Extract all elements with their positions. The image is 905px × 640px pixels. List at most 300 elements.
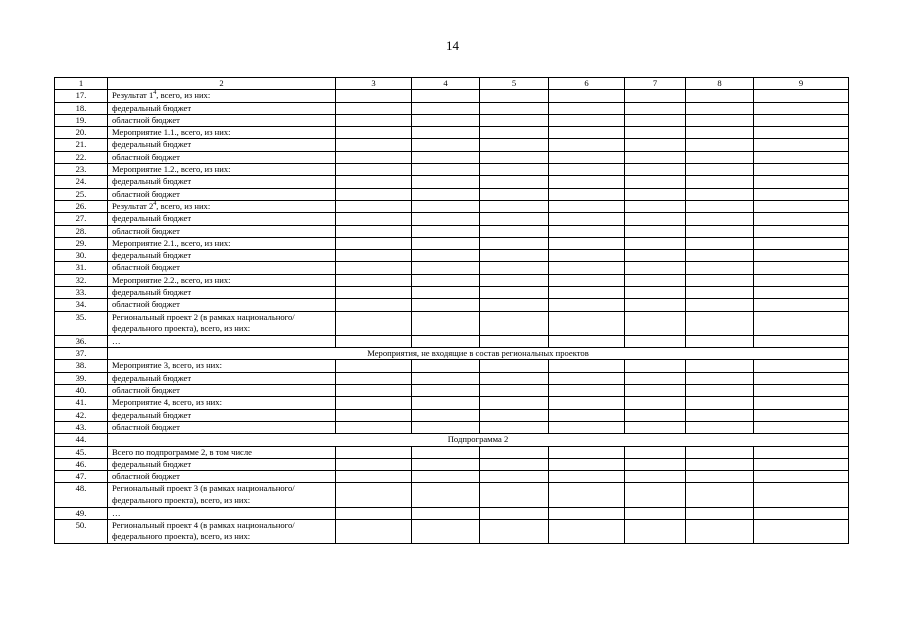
empty-cell xyxy=(625,471,686,483)
empty-cell xyxy=(754,213,849,225)
table-row xyxy=(55,164,849,176)
empty-cell xyxy=(625,176,686,188)
empty-cell xyxy=(549,262,625,274)
empty-cell xyxy=(336,213,412,225)
row-number: 26. xyxy=(55,200,108,212)
table-row xyxy=(55,299,849,311)
empty-cell xyxy=(549,311,625,335)
empty-cell xyxy=(686,335,754,347)
empty-cell xyxy=(336,237,412,249)
empty-cell xyxy=(754,397,849,409)
empty-cell xyxy=(754,311,849,335)
empty-cell xyxy=(336,200,412,212)
empty-cell xyxy=(412,114,480,126)
row-number: 23. xyxy=(55,164,108,176)
empty-cell xyxy=(412,139,480,151)
empty-cell xyxy=(625,188,686,200)
empty-cell xyxy=(549,164,625,176)
row-label: федеральный бюджет xyxy=(108,372,336,384)
table-row xyxy=(55,348,849,360)
empty-cell xyxy=(412,287,480,299)
footnote-marker: 4 xyxy=(153,201,157,208)
table-row xyxy=(55,483,849,507)
table-body xyxy=(55,78,849,544)
row-label: Мероприятие 4, всего, из них: xyxy=(108,397,336,409)
empty-cell xyxy=(754,507,849,519)
empty-cell xyxy=(686,287,754,299)
empty-cell xyxy=(480,421,549,433)
row-number: 48. xyxy=(55,483,108,507)
empty-cell xyxy=(625,385,686,397)
empty-cell xyxy=(686,471,754,483)
section-heading: Мероприятия, не входящие в состав региональных проектов xyxy=(108,348,849,360)
empty-cell xyxy=(480,176,549,188)
table-row xyxy=(55,90,849,102)
table-row xyxy=(55,311,849,335)
table-row xyxy=(55,250,849,262)
empty-cell xyxy=(549,127,625,139)
empty-cell xyxy=(412,409,480,421)
empty-cell xyxy=(412,507,480,519)
empty-cell xyxy=(412,483,480,507)
empty-cell xyxy=(686,360,754,372)
row-label: федеральный бюджет xyxy=(108,213,336,225)
empty-cell xyxy=(549,397,625,409)
row-number: 20. xyxy=(55,127,108,139)
empty-cell xyxy=(412,372,480,384)
empty-cell xyxy=(686,237,754,249)
empty-cell xyxy=(336,151,412,163)
empty-cell xyxy=(549,471,625,483)
row-number: 39. xyxy=(55,372,108,384)
empty-cell xyxy=(754,151,849,163)
empty-cell xyxy=(686,274,754,286)
table-row xyxy=(55,200,849,212)
empty-cell xyxy=(625,151,686,163)
empty-cell xyxy=(625,164,686,176)
empty-cell xyxy=(625,446,686,458)
empty-cell xyxy=(412,225,480,237)
empty-cell xyxy=(480,519,549,543)
empty-cell xyxy=(686,90,754,102)
empty-cell xyxy=(625,483,686,507)
empty-cell xyxy=(549,225,625,237)
empty-cell xyxy=(412,385,480,397)
row-number: 40. xyxy=(55,385,108,397)
row-number: 27. xyxy=(55,213,108,225)
empty-cell xyxy=(549,483,625,507)
row-label: федеральный бюджет xyxy=(108,250,336,262)
empty-cell xyxy=(549,176,625,188)
row-label xyxy=(108,200,336,212)
empty-cell xyxy=(686,409,754,421)
table-row xyxy=(55,114,849,126)
row-label: Региональный проект 3 (в рамках национального/федерального проекта), всего, из них: xyxy=(108,483,336,507)
empty-cell xyxy=(412,176,480,188)
empty-cell xyxy=(480,188,549,200)
row-number: 24. xyxy=(55,176,108,188)
row-label-text: Результат 2 xyxy=(112,200,154,211)
empty-cell xyxy=(336,335,412,347)
table-row xyxy=(55,385,849,397)
row-label: областной бюджет xyxy=(108,299,336,311)
empty-cell xyxy=(686,385,754,397)
table-row xyxy=(55,421,849,433)
empty-cell xyxy=(549,446,625,458)
empty-cell xyxy=(754,483,849,507)
empty-cell xyxy=(549,372,625,384)
empty-cell xyxy=(549,250,625,262)
row-label: областной бюджет xyxy=(108,471,336,483)
empty-cell xyxy=(480,90,549,102)
empty-cell xyxy=(625,421,686,433)
row-label: Мероприятие 2.2., всего, из них: xyxy=(108,274,336,286)
empty-cell xyxy=(412,90,480,102)
empty-cell xyxy=(412,335,480,347)
row-label: областной бюджет xyxy=(108,421,336,433)
empty-cell xyxy=(686,102,754,114)
empty-cell xyxy=(336,446,412,458)
row-label: областной бюджет xyxy=(108,225,336,237)
empty-cell xyxy=(754,471,849,483)
row-label: Мероприятие 1.1., всего, из них: xyxy=(108,127,336,139)
empty-cell xyxy=(412,458,480,470)
empty-cell xyxy=(336,225,412,237)
row-label: федеральный бюджет xyxy=(108,287,336,299)
empty-cell xyxy=(480,225,549,237)
row-number: 43. xyxy=(55,421,108,433)
page-number: 14 xyxy=(446,38,459,53)
empty-cell xyxy=(549,237,625,249)
empty-cell xyxy=(754,139,849,151)
empty-cell xyxy=(625,397,686,409)
empty-cell xyxy=(480,287,549,299)
empty-cell xyxy=(754,360,849,372)
table-row xyxy=(55,102,849,114)
empty-cell xyxy=(480,409,549,421)
empty-cell xyxy=(480,311,549,335)
empty-cell xyxy=(686,372,754,384)
empty-cell xyxy=(336,176,412,188)
empty-cell xyxy=(686,114,754,126)
empty-cell xyxy=(412,299,480,311)
empty-cell xyxy=(412,397,480,409)
table-row xyxy=(55,458,849,470)
empty-cell xyxy=(336,409,412,421)
row-number: 46. xyxy=(55,458,108,470)
row-label: Мероприятие 1.2., всего, из них: xyxy=(108,164,336,176)
empty-cell xyxy=(686,458,754,470)
empty-cell xyxy=(686,139,754,151)
empty-cell xyxy=(336,311,412,335)
empty-cell xyxy=(480,213,549,225)
row-label: Региональный проект 4 (в рамках национального/федерального проекта), всего, из них: xyxy=(108,519,336,543)
empty-cell xyxy=(686,483,754,507)
empty-cell xyxy=(336,372,412,384)
empty-cell xyxy=(754,458,849,470)
row-number: 44. xyxy=(55,434,108,446)
row-number: 28. xyxy=(55,225,108,237)
empty-cell xyxy=(412,250,480,262)
empty-cell xyxy=(336,102,412,114)
empty-cell xyxy=(625,127,686,139)
empty-cell xyxy=(480,372,549,384)
empty-cell xyxy=(336,471,412,483)
empty-cell xyxy=(480,385,549,397)
row-label: Мероприятие 3, всего, из них: xyxy=(108,360,336,372)
empty-cell xyxy=(686,311,754,335)
row-number: 49. xyxy=(55,507,108,519)
row-number: 34. xyxy=(55,299,108,311)
empty-cell xyxy=(336,90,412,102)
empty-cell xyxy=(625,372,686,384)
row-label: Всего по подпрограмме 2, в том числе xyxy=(108,446,336,458)
empty-cell xyxy=(336,114,412,126)
empty-cell xyxy=(336,139,412,151)
empty-cell xyxy=(336,360,412,372)
empty-cell xyxy=(754,90,849,102)
empty-cell xyxy=(754,274,849,286)
empty-cell xyxy=(412,188,480,200)
table-header-row xyxy=(55,78,849,90)
empty-cell xyxy=(480,139,549,151)
empty-cell xyxy=(625,200,686,212)
table-row xyxy=(55,335,849,347)
table-row xyxy=(55,262,849,274)
row-label-text: Результат 1 xyxy=(112,90,154,101)
empty-cell xyxy=(686,446,754,458)
row-number: 33. xyxy=(55,287,108,299)
empty-cell xyxy=(686,164,754,176)
empty-cell xyxy=(480,151,549,163)
empty-cell xyxy=(336,287,412,299)
row-label-suffix: , всего, из них: xyxy=(156,200,211,211)
empty-cell xyxy=(625,299,686,311)
empty-cell xyxy=(754,164,849,176)
empty-cell xyxy=(754,176,849,188)
empty-cell xyxy=(686,213,754,225)
row-label: областной бюджет xyxy=(108,151,336,163)
table-row xyxy=(55,176,849,188)
table-row xyxy=(55,372,849,384)
empty-cell xyxy=(754,114,849,126)
empty-cell xyxy=(480,102,549,114)
column-header: 5 xyxy=(480,78,549,90)
empty-cell xyxy=(686,397,754,409)
empty-cell xyxy=(549,360,625,372)
empty-cell xyxy=(549,151,625,163)
empty-cell xyxy=(625,519,686,543)
empty-cell xyxy=(686,299,754,311)
row-number: 32. xyxy=(55,274,108,286)
column-header: 7 xyxy=(625,78,686,90)
empty-cell xyxy=(549,139,625,151)
empty-cell xyxy=(549,421,625,433)
empty-cell xyxy=(625,262,686,274)
empty-cell xyxy=(336,397,412,409)
empty-cell xyxy=(412,262,480,274)
empty-cell xyxy=(625,409,686,421)
column-header: 3 xyxy=(336,78,412,90)
table-row xyxy=(55,188,849,200)
empty-cell xyxy=(754,299,849,311)
empty-cell xyxy=(686,507,754,519)
empty-cell xyxy=(480,360,549,372)
empty-cell xyxy=(686,262,754,274)
empty-cell xyxy=(412,127,480,139)
row-label: … xyxy=(108,507,336,519)
empty-cell xyxy=(336,274,412,286)
table-row xyxy=(55,397,849,409)
empty-cell xyxy=(754,421,849,433)
empty-cell xyxy=(336,164,412,176)
table-row xyxy=(55,274,849,286)
empty-cell xyxy=(480,164,549,176)
empty-cell xyxy=(412,311,480,335)
empty-cell xyxy=(549,274,625,286)
column-header: 6 xyxy=(549,78,625,90)
table-row xyxy=(55,519,849,543)
row-number: 42. xyxy=(55,409,108,421)
table-row xyxy=(55,434,849,446)
table-row xyxy=(55,409,849,421)
empty-cell xyxy=(412,151,480,163)
empty-cell xyxy=(549,335,625,347)
row-number: 21. xyxy=(55,139,108,151)
row-label: областной бюджет xyxy=(108,385,336,397)
empty-cell xyxy=(754,409,849,421)
row-number: 38. xyxy=(55,360,108,372)
table-row xyxy=(55,446,849,458)
row-label: областной бюджет xyxy=(108,188,336,200)
empty-cell xyxy=(625,213,686,225)
empty-cell xyxy=(549,385,625,397)
empty-cell xyxy=(549,90,625,102)
empty-cell xyxy=(754,225,849,237)
row-label: федеральный бюджет xyxy=(108,409,336,421)
empty-cell xyxy=(549,213,625,225)
empty-cell xyxy=(686,519,754,543)
empty-cell xyxy=(754,188,849,200)
row-number: 19. xyxy=(55,114,108,126)
row-label: федеральный бюджет xyxy=(108,176,336,188)
section-heading: Подпрограмма 2 xyxy=(108,434,849,446)
empty-cell xyxy=(625,102,686,114)
row-number: 30. xyxy=(55,250,108,262)
empty-cell xyxy=(480,335,549,347)
row-number: 37. xyxy=(55,348,108,360)
column-header: 8 xyxy=(686,78,754,90)
column-header: 9 xyxy=(754,78,849,90)
empty-cell xyxy=(412,102,480,114)
empty-cell xyxy=(336,250,412,262)
column-header: 4 xyxy=(412,78,480,90)
empty-cell xyxy=(625,311,686,335)
row-number: 18. xyxy=(55,102,108,114)
empty-cell xyxy=(336,519,412,543)
empty-cell xyxy=(754,262,849,274)
empty-cell xyxy=(549,458,625,470)
empty-cell xyxy=(480,127,549,139)
empty-cell xyxy=(625,225,686,237)
empty-cell xyxy=(549,188,625,200)
empty-cell xyxy=(412,446,480,458)
row-number: 41. xyxy=(55,397,108,409)
table-row xyxy=(55,213,849,225)
empty-cell xyxy=(412,421,480,433)
table-row xyxy=(55,127,849,139)
row-label: … xyxy=(108,335,336,347)
empty-cell xyxy=(625,90,686,102)
table-row xyxy=(55,360,849,372)
empty-cell xyxy=(686,176,754,188)
empty-cell xyxy=(336,507,412,519)
empty-cell xyxy=(549,507,625,519)
empty-cell xyxy=(625,335,686,347)
empty-cell xyxy=(480,458,549,470)
empty-cell xyxy=(754,372,849,384)
empty-cell xyxy=(625,360,686,372)
empty-cell xyxy=(480,274,549,286)
row-number: 36. xyxy=(55,335,108,347)
empty-cell xyxy=(549,299,625,311)
row-label: областной бюджет xyxy=(108,262,336,274)
row-label: областной бюджет xyxy=(108,114,336,126)
empty-cell xyxy=(412,200,480,212)
empty-cell xyxy=(754,250,849,262)
empty-cell xyxy=(549,114,625,126)
empty-cell xyxy=(754,102,849,114)
row-label: Региональный проект 2 (в рамках национального/федерального проекта), всего, из них: xyxy=(108,311,336,335)
empty-cell xyxy=(625,287,686,299)
empty-cell xyxy=(549,409,625,421)
empty-cell xyxy=(412,237,480,249)
table-row xyxy=(55,237,849,249)
empty-cell xyxy=(625,114,686,126)
empty-cell xyxy=(480,397,549,409)
empty-cell xyxy=(480,471,549,483)
row-number: 45. xyxy=(55,446,108,458)
empty-cell xyxy=(625,237,686,249)
row-number: 22. xyxy=(55,151,108,163)
empty-cell xyxy=(549,519,625,543)
empty-cell xyxy=(480,446,549,458)
empty-cell xyxy=(549,287,625,299)
row-label: федеральный бюджет xyxy=(108,458,336,470)
empty-cell xyxy=(412,213,480,225)
row-number: 50. xyxy=(55,519,108,543)
empty-cell xyxy=(754,446,849,458)
column-header: 2 xyxy=(108,78,336,90)
empty-cell xyxy=(480,262,549,274)
row-number: 29. xyxy=(55,237,108,249)
empty-cell xyxy=(336,385,412,397)
table-row xyxy=(55,139,849,151)
table-row xyxy=(55,471,849,483)
empty-cell xyxy=(686,250,754,262)
empty-cell xyxy=(480,250,549,262)
row-number: 25. xyxy=(55,188,108,200)
empty-cell xyxy=(754,519,849,543)
empty-cell xyxy=(754,127,849,139)
empty-cell xyxy=(336,188,412,200)
empty-cell xyxy=(625,139,686,151)
empty-cell xyxy=(412,360,480,372)
empty-cell xyxy=(625,274,686,286)
empty-cell xyxy=(686,421,754,433)
empty-cell xyxy=(686,188,754,200)
empty-cell xyxy=(549,200,625,212)
